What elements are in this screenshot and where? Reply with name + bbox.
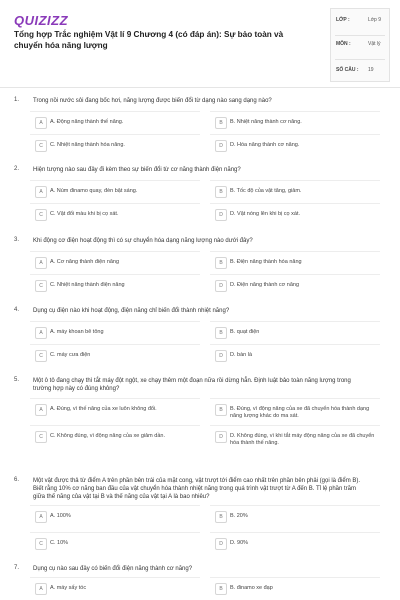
answer-option[interactable] (215, 404, 380, 419)
answer-option[interactable] (215, 280, 380, 292)
worksheet-header (0, 0, 400, 85)
option-letter-box[interactable]: C (35, 280, 47, 292)
option-divider (210, 134, 380, 136)
answer-option[interactable] (35, 209, 200, 221)
answer-option[interactable] (35, 327, 200, 339)
option-text: D. Hóa năng thành cơ năng. (230, 142, 300, 148)
option-divider (210, 203, 380, 205)
answer-option[interactable] (215, 431, 380, 446)
option-text: B. Điện năng thành hóa năng (230, 259, 302, 265)
answer-option[interactable] (35, 257, 200, 269)
option-text: A. Núm đinamo quay, đèn bật sáng. (50, 188, 138, 194)
mon-value: Vật lý (368, 41, 381, 47)
question-number: 7. (14, 565, 20, 571)
option-divider (30, 251, 200, 253)
answer-option[interactable] (215, 511, 380, 523)
option-letter-box[interactable]: B (215, 186, 227, 198)
question-text: Một ô tô đang chạy thì tắt máy đột ngột, xe chạy thêm một đoạn nữa rồi dừng hẳn. Định luật bảo toàn năng lượng trong trường hợp này có đúng không? (33, 378, 351, 392)
option-divider (210, 425, 380, 427)
option-divider (30, 274, 200, 276)
question-number: 6. (14, 477, 20, 483)
option-divider (210, 344, 380, 346)
worksheet-title: Tổng hợp Trắc nghiệm Vật lí 9 Chương 4 (có đáp án): Sự bảo toàn và chuyển hóa năng lượng (14, 30, 284, 50)
option-divider (30, 203, 200, 205)
option-divider (30, 321, 200, 323)
option-text: C. Vật đổi màu khi bị cọ xát. (50, 211, 119, 217)
header-divider (0, 87, 400, 88)
option-divider (210, 111, 380, 113)
answer-option[interactable] (35, 350, 200, 362)
answer-option[interactable] (35, 431, 200, 443)
option-divider (210, 398, 380, 400)
question-text: Một vật được thả từ điểm A trên phần bên trái của mặt cong, vật trượt tới điểm cao nhất trên phần bên phải (gọi là điểm B). Biết rằng 10% cơ năng ban đầu của vật chuyển hóa thành nhiệt năng trong quá trình vật trượt từ A đến B. Tỉ lệ phần trăm giữa thế năng của vật tại B và thế năng của vật tại A là bao nhiêu? (33, 478, 361, 500)
option-letter-box[interactable]: A (35, 404, 47, 416)
answer-option[interactable] (35, 538, 200, 550)
answer-option[interactable] (215, 257, 380, 269)
answer-option[interactable] (215, 327, 380, 339)
option-text: D. 90% (230, 540, 249, 546)
option-divider (210, 251, 380, 253)
option-divider (30, 111, 200, 113)
option-letter-box[interactable]: B (215, 327, 227, 339)
quizizz-logo: QUIZIZZ (14, 13, 69, 28)
option-letter-box[interactable]: D (215, 350, 227, 362)
option-text: C. máy cưa điện (50, 352, 91, 358)
answer-option[interactable] (35, 583, 200, 595)
option-text: D. bàn là (230, 352, 253, 358)
option-divider (210, 180, 380, 182)
option-letter-box[interactable]: B (215, 257, 227, 269)
option-letter-box[interactable]: B (215, 404, 227, 416)
option-letter-box[interactable]: C (35, 431, 47, 443)
question-number: 4. (14, 307, 20, 313)
option-divider (30, 425, 200, 427)
question-text: Hiện tượng nào sau đây đi kèm theo sự biến đổi từ cơ năng thành điện năng? (33, 167, 241, 173)
answer-option[interactable] (35, 404, 200, 416)
option-letter-box[interactable]: A (35, 583, 47, 595)
socau-value: 19 (368, 67, 374, 73)
meta-divider (335, 35, 385, 36)
option-text: B. Tốc độ của vật tăng, giảm. (230, 188, 302, 194)
option-letter-box[interactable]: C (35, 538, 47, 550)
option-letter-box[interactable]: D (215, 280, 227, 292)
answer-option[interactable] (35, 186, 200, 198)
option-text: C. 10% (50, 540, 69, 546)
option-text: C. Nhiệt năng thành điện năng (50, 282, 125, 288)
answer-option[interactable] (215, 583, 380, 595)
option-text: B. 20% (230, 513, 248, 519)
option-divider (30, 577, 200, 579)
option-divider (210, 505, 380, 507)
option-text: C. Nhiệt năng thành hóa năng. (50, 142, 125, 148)
option-letter-box[interactable]: A (35, 117, 47, 129)
option-text: C. Không đúng, vì động năng của xe giảm dần. (50, 433, 165, 439)
option-text: D. Vật nóng lên khi bị cọ xát. (230, 211, 301, 217)
option-text: D. Điện năng thành cơ năng (230, 282, 300, 288)
answer-option[interactable] (35, 140, 200, 152)
option-divider (30, 532, 200, 534)
lop-label: LỚP : (336, 17, 350, 23)
option-letter-box[interactable]: B (215, 117, 227, 129)
option-text: A. Động năng thành thế năng. (50, 119, 124, 125)
answer-option[interactable] (35, 511, 200, 523)
option-letter-box[interactable]: D (215, 538, 227, 550)
answer-option[interactable] (215, 538, 380, 550)
option-letter-box[interactable]: B (215, 511, 227, 523)
option-text: A. máy sấy tóc (50, 585, 87, 591)
option-text: B. Nhiệt năng thành cơ năng. (230, 119, 302, 125)
option-text: B. quạt điện (230, 329, 260, 335)
question-number: 5. (14, 377, 20, 383)
option-divider (210, 532, 380, 534)
option-letter-box[interactable]: A (35, 511, 47, 523)
question-text: Khi động cơ điện hoạt động thì có sự chuyển hóa dạng năng lượng nào dưới đây? (33, 238, 253, 244)
answer-option[interactable] (215, 140, 380, 152)
answer-option[interactable] (215, 350, 380, 362)
option-letter-box[interactable]: A (35, 186, 47, 198)
option-divider (30, 344, 200, 346)
option-text: B. Đúng, vì động năng của xe đã chuyển hóa thành dạng năng lượng khác do ma sát. (230, 406, 370, 419)
option-letter-box[interactable]: C (35, 140, 47, 152)
answer-option[interactable] (215, 209, 380, 221)
option-letter-box[interactable]: B (215, 583, 227, 595)
question-number: 2. (14, 166, 20, 172)
option-text: B. đinamo xe đạp (230, 585, 273, 591)
mon-label: MÔN : (336, 41, 351, 47)
question-number: 1. (14, 97, 20, 103)
option-divider (30, 180, 200, 182)
question-text: Dụng cụ nào sau đây có biến đổi điện năng thành cơ năng? (33, 566, 193, 572)
meta-info-box (330, 8, 390, 82)
option-letter-box[interactable]: D (215, 209, 227, 221)
question-text: Trong nồi nước sôi đang bốc hơi, năng lượng được biến đổi từ dạng nào sang dạng nào? (33, 98, 272, 104)
option-divider (30, 505, 200, 507)
option-letter-box[interactable]: A (35, 327, 47, 339)
option-letter-box[interactable]: C (35, 209, 47, 221)
option-letter-box[interactable]: A (35, 257, 47, 269)
option-text: D. Không đúng, vì khi tắt máy động năng của xe đã chuyển hóa thành thế năng. (230, 433, 375, 446)
option-divider (210, 274, 380, 276)
socau-label: SỐ CÂU : (336, 67, 359, 73)
lop-value: Lớp 9 (368, 17, 382, 23)
option-letter-box[interactable]: D (215, 140, 227, 152)
option-letter-box[interactable]: C (35, 350, 47, 362)
option-divider (210, 321, 380, 323)
answer-option[interactable] (215, 186, 380, 198)
option-letter-box[interactable]: D (215, 431, 227, 443)
option-divider (30, 134, 200, 136)
option-text: A. Đúng, vì thế năng của xe luôn không đổi. (50, 406, 157, 412)
answer-option[interactable] (35, 117, 200, 129)
option-text: A. 100% (50, 513, 71, 519)
meta-divider (335, 59, 385, 60)
question-number: 3. (14, 237, 20, 243)
answer-option[interactable] (215, 117, 380, 129)
answer-option[interactable] (35, 280, 200, 292)
option-text: A. Cơ năng thành điện năng (50, 259, 120, 265)
option-text: A. máy khoan bê tông (50, 329, 104, 335)
question-text: Dụng cụ điện nào khi hoạt động, điện năng chỉ biến đổi thành nhiệt năng? (33, 308, 230, 314)
option-divider (210, 577, 380, 579)
option-divider (30, 398, 200, 400)
